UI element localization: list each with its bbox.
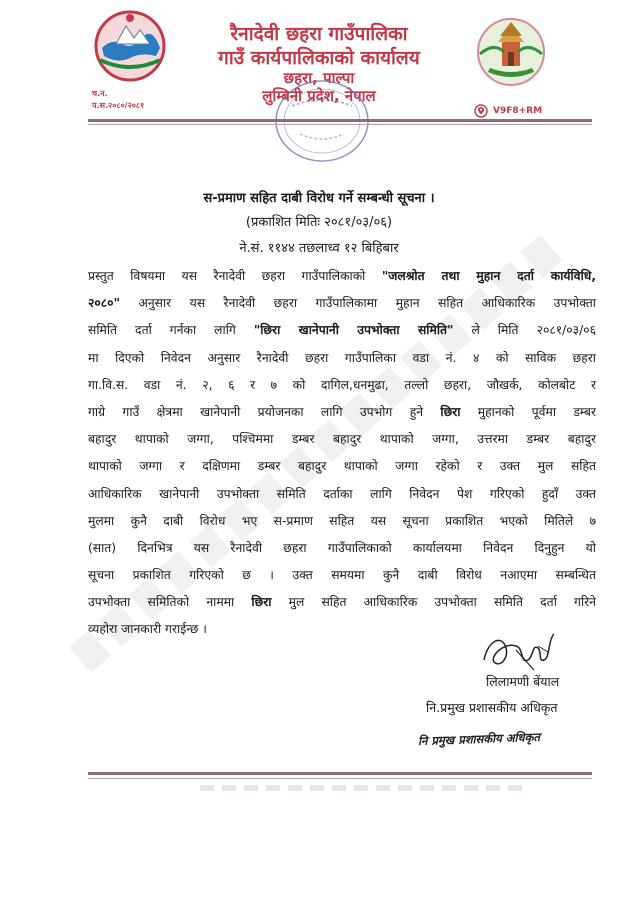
fiscal-year-label: प.स.२०८०/२०८१ — [92, 101, 145, 110]
dispatch-number-label: च.न. — [92, 89, 108, 98]
body-line: मुलमा कुनै दाबी विरोध भए स-प्रमाण सहित यस सूचना प्रकाशित भएको मितिले ७ — [88, 513, 596, 528]
published-date: (प्रकाशित मितिः २०८१/०३/०६) — [245, 215, 393, 230]
body-line: सूचना प्रकाशित गरिएको छ । उक्त समयमा कुनै दाबी विरोध नआएमा सम्बन्धित — [88, 568, 596, 583]
body-line: समिति दर्ता गर्नका लागि "छिरा खानेपानी उपभोक्ता समिति" ले मिति २०८१/०३/०६ — [88, 323, 596, 338]
header-divider — [88, 119, 592, 122]
plus-code-text: V9F8+RM — [493, 106, 543, 116]
map-pin-icon — [474, 104, 488, 118]
header-divider-thin — [88, 124, 592, 125]
footer-faded-text — [200, 785, 530, 791]
signatory-name: लिलामणी बेंयाल — [486, 674, 560, 689]
body-line: २०८०" अनुसार यस रैनादेवी छहरा गाउँपालिकामा मुहान सहित आधिकारिक उपभोक्ता — [88, 296, 596, 311]
body-line: प्रस्तुत विषयमा यस रैनादेवी छहरा गाउँपालिकाको "जलश्रोत तथा मुहान दर्ता कार्यविधि, — [88, 269, 597, 283]
body-line: आधिकारिक खानेपानी उपभोक्ता समिति दर्ताका लागि निवेदन पेश गरिएको हुदाँ उक्त — [88, 486, 596, 501]
plus-code-location — [474, 104, 542, 118]
body-line: व्यहोरा जानकारी गराईन्छ । — [88, 622, 207, 637]
province-country: लुम्बिनी प्रदेश, नेपाल — [262, 87, 376, 105]
notice-subject: स-प्रमाण सहित दाबी विरोध गर्ने सम्बन्धी सूचना । — [203, 191, 435, 206]
footer-divider-thin — [88, 778, 592, 779]
nepal-sambat-date: ने.सं. ११४४ तछलाध्व १२ बिहिबार — [239, 241, 399, 256]
signatory-title: नि.प्रमुख प्रशासकीय अधिकृत — [426, 700, 558, 715]
designation-stamp: नि प्रमुख प्रशासकीय अधिकृत — [417, 729, 541, 749]
body-line: (सात) दिनभित्र यस रैनादेवी छहरा गाउँपालिकाको कार्यालयमा निवेदन दिनुहुन यो — [88, 540, 596, 555]
body-line: मा दिएको निवेदन अनुसार रैनादेवी छहरा गाउँपालिका वडा नं. ४ को साविक छहरा — [88, 350, 596, 365]
office-name: गाउँ कार्यपालिकाको कार्यालय — [218, 47, 420, 69]
body-line: थापाको जग्गा र दक्षिणमा डम्बर बहादुर थापाको जग्गा रहेको र उक्त मुल सहित — [88, 459, 596, 474]
office-address: छहरा, पाल्पा — [283, 69, 355, 87]
municipality-name: रैनादेवी छहरा गाउँपालिका — [230, 23, 408, 45]
footer-divider — [88, 772, 592, 775]
notice-body — [88, 263, 596, 644]
body-line: गाग्रे गाउँ क्षेत्रमा खानेपानी प्रयोजनका लागि उपभोग हुने छिरा मुहानको पूर्वमा डम्बर — [88, 404, 596, 419]
village-temple-logo-icon — [474, 12, 548, 92]
body-line: गा.वि.स. वडा नं. २, ६ र ७ को दागिल,धनमुढा, तल्लो छहरा, जौखर्क, कोलबोट र — [88, 377, 596, 392]
body-line: बहादुर थापाको जग्गा, पश्चिममा डम्बर बहादुर थापाको जग्गा, उत्तरमा डम्बर बहादुर — [88, 432, 596, 447]
body-line: उपभोक्ता समितिको नाममा छिरा मुल सहित आधिकारिक उपभोक्ता समिति दर्ता गरिने — [88, 595, 597, 610]
